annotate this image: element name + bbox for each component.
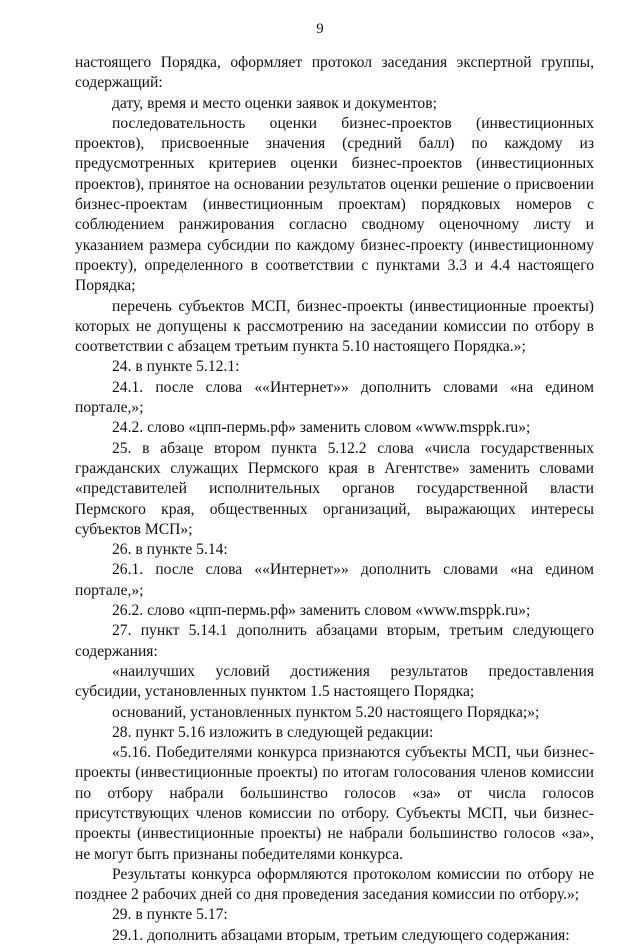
paragraph: «5.16. Победителями конкурса признаются субъекты МСП, чьи бизнес-проекты (инвестиционные проекты) по итогам голосования членов комиссии по отбору набрали большинство голосов «за» от числа голосов присутствующих членов комиссии по отбору. Субъекты МСП, чьи бизнес-проекты (инвестиционные проекты) не набрали большинство голосов «за», не могут быть признаны победителями конкурса. bbox=[75, 744, 594, 863]
paragraph: 29. в пункте 5.17: bbox=[112, 906, 228, 924]
paragraph: дату, время и место оценки заявок и документов; bbox=[112, 94, 437, 112]
paragraph: «наилучших условий достижения результатов предоставления субсидии, установленных пунктом 1.5 настоящего Порядка; bbox=[75, 662, 594, 701]
paragraph: 24.1. после слова ««Интернет»» дополнить словами «на едином портале,»; bbox=[75, 378, 594, 417]
paragraph: 26.1. после слова ««Интернет»» дополнить словами «на едином портале,»; bbox=[75, 561, 594, 599]
paragraph: оснований, установленных пунктом 5.20 настоящего Порядка;»; bbox=[112, 703, 540, 721]
document-body bbox=[75, 53, 594, 946]
paragraph: последовательность оценки бизнес-проектов (инвестиционных проектов), присвоенные значения (средний балл) по каждому из предусмотренных критериев оценки бизнес-проектов (инвестиционных проектов), принятое на основании результатов оценки решение о присвоении бизнес-проектам (инвестиционным проектам) порядковых номеров с соблюдением ранжирования согласно сводному оценочному листу и указанием размера субсидии по каждому бизнес-проекту (инвестиционному проекту), определенного в соответствии с пунктами 3.3 и 4.4 настоящего Порядка; bbox=[75, 114, 594, 295]
paragraph: 24.2. слово «цпп-пермь.рф» заменить словом «www.msppk.ru»; bbox=[112, 419, 531, 437]
paragraph: настоящего Порядка, оформляет протокол заседания экспертной группы, содержащий: bbox=[75, 54, 594, 92]
paragraph: Результаты конкурса оформляются протоколом комиссии по отбору не позднее 2 рабочих дней со дня проведения заседания комиссии по отбору.»; bbox=[75, 865, 594, 904]
page-number: 9 bbox=[316, 21, 324, 37]
paragraph: перечень субъектов МСП, бизнес-проекты (инвестиционные проекты) которых не допущены к рассмотрению на заседании комиссии по отбору в соответствии с абзацем третьим пункта 5.10 настоящего Порядка.»; bbox=[75, 297, 594, 356]
paragraph: 26. в пункте 5.14: bbox=[112, 541, 228, 559]
paragraph: 28. пункт 5.16 изложить в следующей редакции: bbox=[112, 723, 434, 741]
paragraph: 26.2. слово «цпп-пермь.рф» заменить словом «www.msppk.ru»; bbox=[112, 602, 531, 620]
paragraph: 25. в абзаце втором пункта 5.12.2 слова «числа государственных гражданских служащих Пермского края в Агентстве» заменить словами «представителей исполнительных органов государственной власти Пермского края, общественных организаций, выражающих интересы субъектов МСП»; bbox=[75, 439, 594, 538]
paragraph: 27. пункт 5.14.1 дополнить абзацами вторым, третьим следующего содержания: bbox=[75, 622, 594, 660]
paragraph: 29.1. дополнить абзацами вторым, третьим следующего содержания: bbox=[112, 926, 570, 944]
paragraph: 24. в пункте 5.12.1: bbox=[112, 358, 240, 376]
